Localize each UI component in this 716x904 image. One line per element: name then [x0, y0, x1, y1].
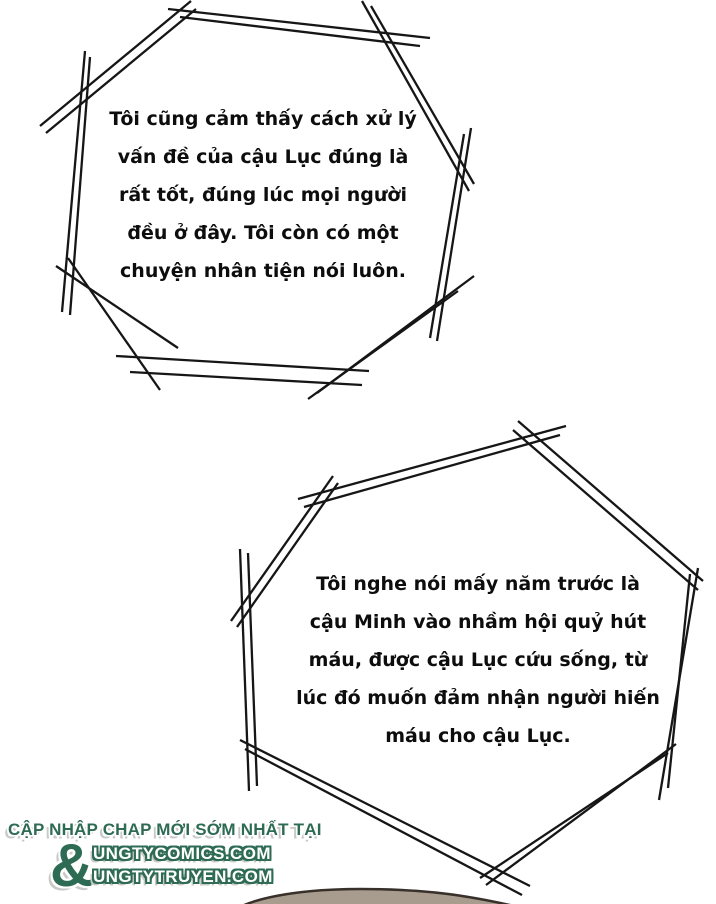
- watermark-tagline: CẬP NHẬP CHAP MỚI SỚM NHẤT TẠI: [8, 820, 322, 839]
- bubble-2-text-line: lúc đó muốn đảm nhận người hiến: [296, 687, 660, 709]
- bubble-1-text-line: vấn đề của cậu Lục đúng là: [117, 146, 409, 168]
- bubble-2-text-line: máu cho cậu Lục.: [385, 725, 571, 747]
- watermark-site-url: UNGTYCOMICS.COM: [93, 844, 271, 863]
- bubble-1-text-line: chuyện nhân tiện nói luôn.: [120, 260, 406, 282]
- bubble-1-text-line: Tôi cũng cảm thấy cách xử lý: [109, 108, 417, 130]
- watermark-site-url: UNGTYTRUYEN.COM: [93, 867, 273, 886]
- bottom-artwork-hair-top: [242, 889, 514, 904]
- bubble-2-text-line: Tôi nghe nói mấy năm trước là: [316, 573, 640, 595]
- bubble-1-text-line: đều ở đây. Tôi còn có một: [127, 222, 399, 244]
- watermark-ampersand: &: [50, 832, 94, 899]
- speech-bubble-2-text: [283, 565, 673, 755]
- bubble-2-text-line: cậu Minh vào nhầm hội quỷ hút: [309, 611, 647, 633]
- bubble-2-text-line: máu, được cậu Lục cứu sống, từ: [308, 649, 648, 671]
- speech-bubble-1-text: [68, 100, 458, 290]
- bubble-1-text-line: rất tốt, đúng lúc mọi người: [119, 184, 407, 206]
